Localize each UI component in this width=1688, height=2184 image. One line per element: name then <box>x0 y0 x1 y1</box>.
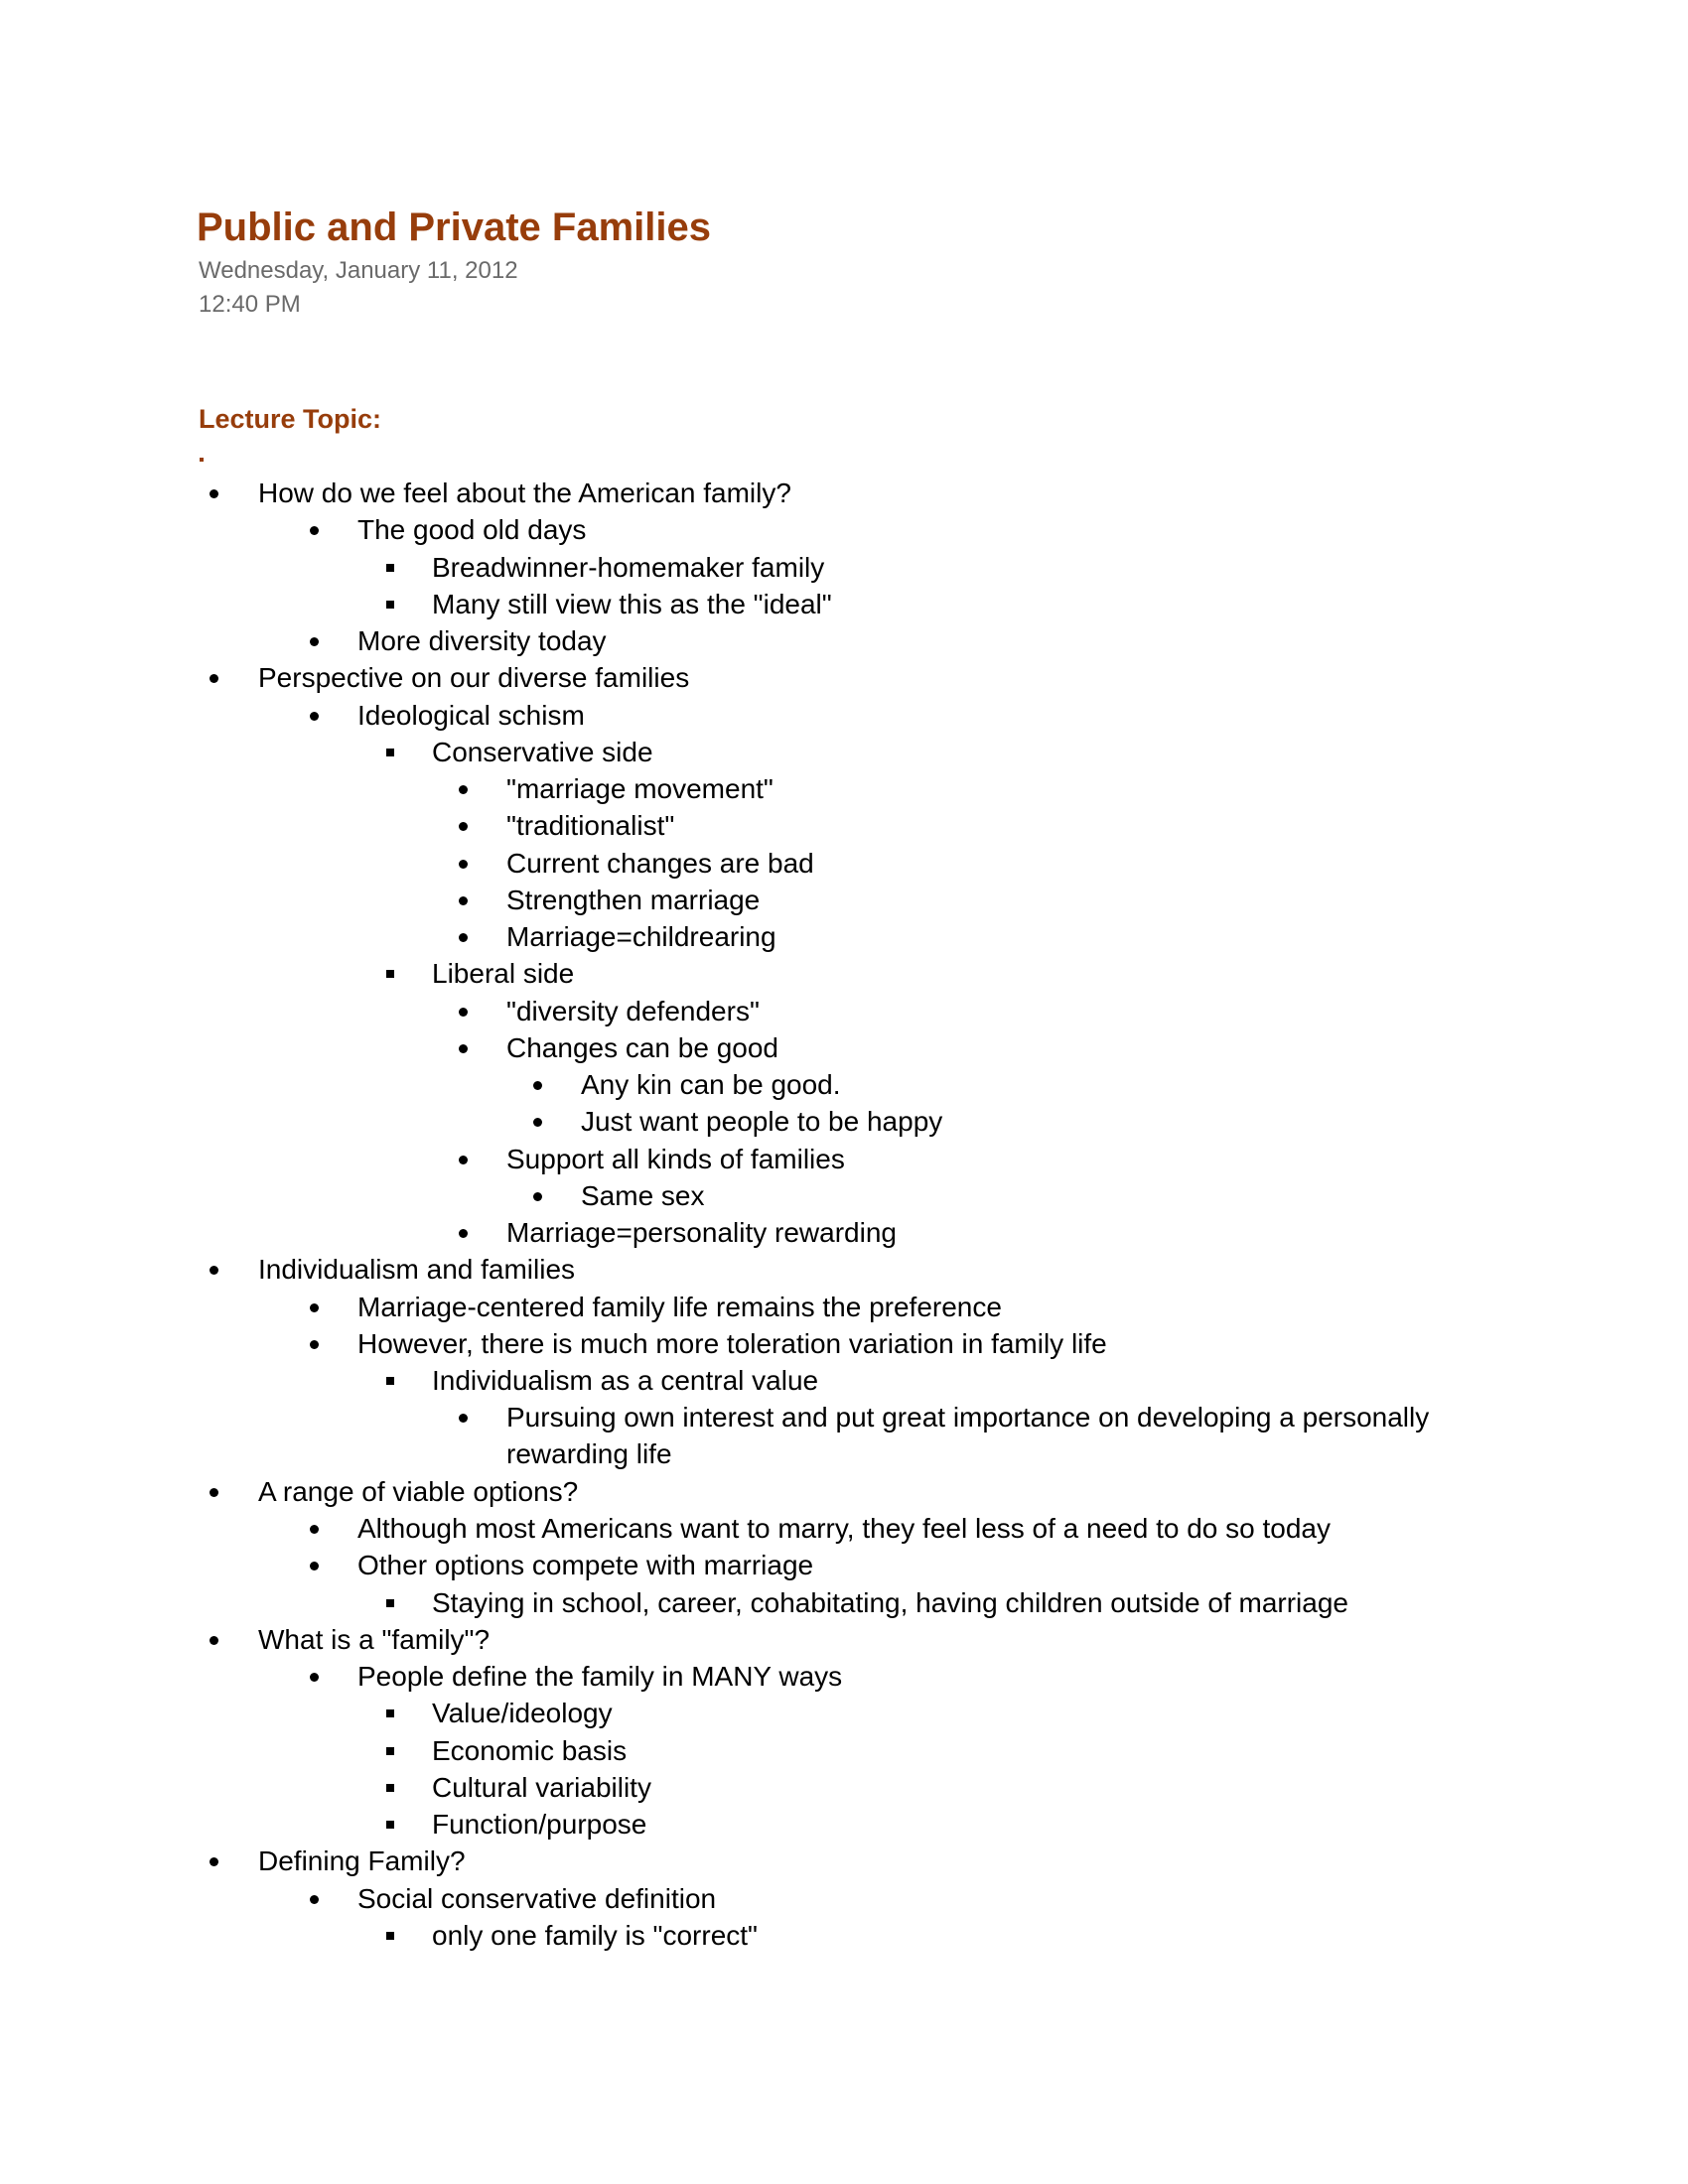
section-heading: Lecture Topic: <box>199 404 382 434</box>
outline-item-text: People define the family in MANY ways <box>357 1661 843 1692</box>
note-time: 12:40 PM <box>199 291 301 318</box>
stray-dot-mark <box>200 458 204 462</box>
disc-bullet-icon <box>459 860 468 869</box>
outline-item-text: Just want people to be happy <box>581 1106 943 1138</box>
outline-item-text: Marriage=personality rewarding <box>506 1217 897 1248</box>
outline-item-level-3 <box>0 1769 1688 1806</box>
disc-bullet-icon <box>459 1044 468 1053</box>
outline-item-text: Any kin can be good. <box>581 1069 841 1100</box>
outline-item-text: Changes can be good <box>506 1031 778 1063</box>
disc-bullet-icon <box>459 1008 468 1017</box>
outline-item-text: "marriage movement" <box>506 773 774 804</box>
disc-bullet-icon <box>210 1636 218 1645</box>
disc-bullet-icon <box>459 933 468 942</box>
disc-bullet-icon <box>310 1525 319 1534</box>
disc-bullet-icon <box>210 1488 218 1497</box>
outline-item-level-1 <box>0 1843 1688 1879</box>
disc-bullet-icon <box>459 1229 468 1238</box>
outline-item-level-1 <box>0 1621 1688 1658</box>
outline-item-text: Liberal side <box>432 958 575 990</box>
outline-item-text: What is a "family"? <box>258 1623 491 1655</box>
outline-item-text: However, there is much more toleration variation in family life <box>357 1327 1107 1359</box>
outline-item-text: Social conservative definition <box>357 1882 717 1914</box>
outline-item-text: "traditionalist" <box>506 810 675 842</box>
outline-item-level-2 <box>0 697 1688 734</box>
disc-bullet-icon <box>533 1192 542 1201</box>
disc-bullet-icon <box>310 526 319 535</box>
outline-item-level-4 <box>0 1141 1688 1177</box>
outline-item-level-4 <box>0 845 1688 882</box>
outline-item-level-1 <box>0 1251 1688 1288</box>
outline-item-text: A range of viable options? <box>258 1475 579 1507</box>
outline-item-level-3 <box>0 586 1688 622</box>
outline-item-text: Function/purpose <box>432 1809 647 1840</box>
outline-item-level-2 <box>0 622 1688 659</box>
disc-bullet-icon <box>210 1857 218 1866</box>
outline-item-text: Marriage=childrearing <box>506 921 776 952</box>
disc-bullet-icon <box>310 712 319 721</box>
outline-item-text: Current changes are bad <box>506 847 814 879</box>
outline-item-level-5 <box>0 1177 1688 1214</box>
outline-item-text: Breadwinner-homemaker family <box>432 551 825 583</box>
square-bullet-icon <box>386 1747 394 1755</box>
outline-item-text: Pursuing own interest and put great importance on developing a personally rewarding life <box>506 1402 1430 1470</box>
outline-item-text: Although most Americans want to marry, they feel less of a need to do so today <box>357 1513 1331 1544</box>
outline-item-level-2 <box>0 1658 1688 1695</box>
outline-item-level-2 <box>0 511 1688 548</box>
outline-item-text: Defining Family? <box>258 1845 466 1877</box>
disc-bullet-icon <box>210 1266 218 1275</box>
outline-item-level-4 <box>0 770 1688 807</box>
disc-bullet-icon <box>533 1081 542 1090</box>
outline-item-level-2 <box>0 1289 1688 1325</box>
page-title: Public and Private Families <box>197 205 711 249</box>
outline-item-level-2 <box>0 1547 1688 1583</box>
outline-item-level-4 <box>0 918 1688 955</box>
square-bullet-icon <box>386 1784 394 1792</box>
outline-item-text: Staying in school, career, cohabitating, having children outside of marriage <box>432 1586 1348 1618</box>
outline-item-level-3 <box>0 1584 1688 1621</box>
outline-item-level-3 <box>0 1732 1688 1769</box>
outline-item-level-3 <box>0 734 1688 770</box>
disc-bullet-icon <box>210 489 218 498</box>
outline-item-text: Conservative side <box>432 736 653 767</box>
outline-item-level-1 <box>0 475 1688 511</box>
outline-item-text: Ideological schism <box>357 699 585 731</box>
outline-item-level-3 <box>0 1362 1688 1399</box>
square-bullet-icon <box>386 970 394 978</box>
outline-item-level-4 <box>0 882 1688 918</box>
square-bullet-icon <box>386 1821 394 1829</box>
outline-item-text: only one family is "correct" <box>432 1919 758 1951</box>
outline-item-text: Same sex <box>581 1179 705 1211</box>
outline-item-level-2 <box>0 1325 1688 1362</box>
outline-list <box>0 475 1688 1954</box>
outline-item-text: Cultural variability <box>432 1771 651 1803</box>
outline-item-text: Perspective on our diverse families <box>258 662 690 694</box>
disc-bullet-icon <box>459 1156 468 1164</box>
outline-item-text: Economic basis <box>432 1734 628 1766</box>
outline-item-level-3 <box>0 1917 1688 1954</box>
outline-item-text: Many still view this as the "ideal" <box>432 588 832 619</box>
outline-item-text: How do we feel about the American family? <box>258 478 791 508</box>
square-bullet-icon <box>386 601 394 609</box>
outline-item-text: Strengthen marriage <box>506 884 761 915</box>
outline-item-level-3 <box>0 1695 1688 1731</box>
square-bullet-icon <box>386 749 394 756</box>
outline-item-level-4 <box>0 1214 1688 1251</box>
outline-item-level-1 <box>0 659 1688 696</box>
square-bullet-icon <box>386 1599 394 1607</box>
outline-item-text: Individualism as a central value <box>432 1365 819 1396</box>
outline-item-level-2 <box>0 1510 1688 1547</box>
square-bullet-icon <box>386 1932 394 1940</box>
outline-item-level-4 <box>0 1029 1688 1066</box>
outline-item-level-5 <box>0 1103 1688 1140</box>
disc-bullet-icon <box>310 1562 319 1570</box>
disc-bullet-icon <box>533 1118 542 1127</box>
outline-item-level-3 <box>0 549 1688 586</box>
disc-bullet-icon <box>310 637 319 646</box>
disc-bullet-icon <box>310 1673 319 1682</box>
disc-bullet-icon <box>310 1895 319 1904</box>
outline-item-text: Support all kinds of families <box>506 1143 845 1174</box>
outline-item-level-4 <box>0 993 1688 1029</box>
outline-item-text: Value/ideology <box>432 1698 613 1729</box>
disc-bullet-icon <box>310 1340 319 1349</box>
outline-item-text: Other options compete with marriage <box>357 1550 814 1581</box>
square-bullet-icon <box>386 1377 394 1385</box>
outline-item-text: The good old days <box>357 514 587 546</box>
outline-item-level-3 <box>0 1806 1688 1843</box>
outline-item-text: Marriage-centered family life remains the preference <box>357 1291 1002 1322</box>
outline-item-text: More diversity today <box>357 625 607 656</box>
disc-bullet-icon <box>310 1303 319 1312</box>
outline-item-level-4 <box>0 807 1688 844</box>
disc-bullet-icon <box>459 1414 468 1423</box>
outline-item-text: "diversity defenders" <box>506 995 760 1026</box>
outline-item-level-5 <box>0 1066 1688 1103</box>
outline-item-level-2 <box>0 1880 1688 1917</box>
disc-bullet-icon <box>459 785 468 794</box>
square-bullet-icon <box>386 1709 394 1717</box>
outline-item-level-1 <box>0 1473 1688 1510</box>
square-bullet-icon <box>386 564 394 572</box>
outline-item-text: Individualism and families <box>258 1254 576 1286</box>
outline-item-level-3 <box>0 955 1688 992</box>
disc-bullet-icon <box>459 896 468 905</box>
outline-item-level-4 <box>0 1399 1688 1473</box>
disc-bullet-icon <box>210 674 218 683</box>
disc-bullet-icon <box>459 822 468 831</box>
note-date: Wednesday, January 11, 2012 <box>199 257 518 284</box>
